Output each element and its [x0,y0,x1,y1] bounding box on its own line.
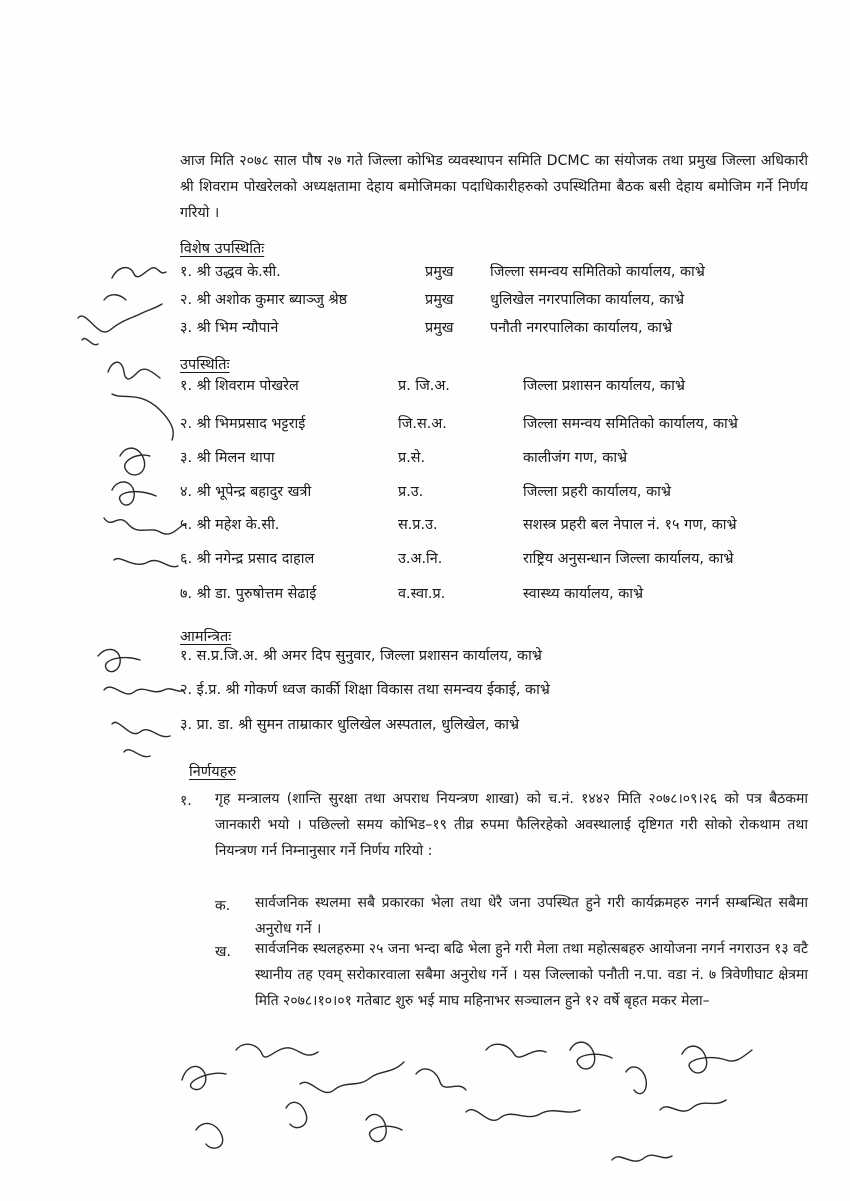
sub-decision-number: ख. [215,944,231,960]
attendance-row [180,414,810,436]
attendee-office: जिल्ला प्रहरी कार्यालय, काभ्रे [523,484,671,500]
attendee-role: प्र. जि.अ. [398,378,450,394]
attendee-name: २. श्री भिमप्रसाद भट्टराई [180,416,306,432]
sub-decision-text: सार्वजनिक स्थलमा सबै प्रकारका भेला तथा धेरै जना उपस्थित हुने गरी कार्यक्रमहरु नगर्न सम्बन्धित सबैमा अनुरोध गर्ने । [255,895,808,937]
attendance-heading: उपस्थितिः [180,357,230,373]
attendee-office: सशस्त्र प्रहरी बल नेपाल नं. १५ गण, काभ्रे [523,517,737,533]
invited-row: ३. प्रा. डा. श्री सुमन ताम्राकार धुलिखेल अस्पताल, धुलिखेल, काभ्रे [180,717,520,733]
special-attendance-row [180,318,780,340]
attendee-name: १. श्री उद्धव के.सी. [180,264,281,280]
intro-paragraph: आज मिति २०७८ साल पौष २७ गते जिल्ला कोभिड व्यवस्थापन समिति DCMC का संयोजक तथा प्रमुख जिल्ला अधिकारी श्री शिवराम पोखरेलको अध्यक्षतामा देहाय बमोजिमका पदाधिकारीहरुको उपस्थितिमा बैठक बसी देहाय बमोजिम गर्ने निर्णय गरियो । [180,153,808,221]
attendee-name: ४. श्री भूपेन्द्र बहादुर खत्री [180,484,312,500]
attendee-name: ६. श्री नगेन्द्र प्रसाद दाहाल [180,551,315,567]
attendee-name: १. श्री शिवराम पोखरेल [180,378,299,394]
attendee-role: जि.स.अ. [398,416,447,432]
special-attendance-row [180,290,780,312]
attendee-office: स्वास्थ्य कार्यालय, काभ्रे [523,586,644,602]
invited-heading: आमन्त्रितः [180,629,232,645]
attendee-role: प्रमुख [425,292,454,308]
decision-text: गृह मन्त्रालय (शान्ति सुरक्षा तथा अपराध नियन्त्रण शाखा) को च.नं. १४४२ मिति २०७८।०९।२६ को पत्र बैठकमा जानकारी भयो । पछिल्लो समय कोभिड–१९ तीव्र रुपमा फैलिरहेको अवस्थालाई दृष्टिगत गरी सोको रोकथाम तथा नियन्त्रण गर्न निम्नानुसार गर्ने निर्णय गरियो : [215,791,808,859]
attendee-office: कालीजंग गण, काभ्रे [523,450,628,466]
invited-row: २. ई.प्र. श्री गोकर्ण ध्वज कार्की शिक्षा विकास तथा समन्वय ईकाई, काभ्रे [180,682,550,698]
bottom-signatures [182,1042,752,1161]
attendee-name: ५. श्री महेश के.सी. [180,517,280,533]
attendee-role: व.स्वा.प्र. [398,586,446,602]
attendee-role: प्र.उ. [398,484,424,500]
special-attendance-row [180,262,780,284]
attendee-role: प्रमुख [425,320,454,336]
attendee-name: ७. श्री डा. पुरुषोत्तम सेढाई [180,586,317,602]
attendance-row [180,515,810,537]
attendee-office: पनौती नगरपालिका कार्यालय, काभ्रे [490,320,673,336]
attendee-name: ३. श्री मिलन थापा [180,450,275,466]
attendee-office: राष्ट्रिय अनुसन्धान जिल्ला कार्यालय, काभ्रे [523,551,734,567]
margin-signatures [78,268,184,757]
attendee-role: स.प्र.उ. [398,517,438,533]
attendee-office: धुलिखेल नगरपालिका कार्यालय, काभ्रे [490,292,685,308]
special-attendance-heading: विशेष उपस्थितिः [180,241,265,257]
attendance-row [180,448,810,470]
decisions-heading: निर्णयहरु [189,764,237,780]
sub-decision-number: क. [215,898,231,914]
attendee-role: उ.अ.नि. [398,551,443,567]
attendee-name: २. श्री अशोक कुमार ब्याञ्जु श्रेष्ठ [180,292,348,308]
sub-decision-text: सार्वजनिक स्थलहरुमा २५ जना भन्दा बढि भेला हुने गरी मेला तथा महोत्सबहरु आयोजना नगर्न नगराउन १३ वटै स्थानीय तह एवम् सरोकारवाला सबैमा अनुरोध गर्ने । यस जिल्लाको पनौती न.पा. वडा नं. ७ त्रिवेणीघाट क्षेत्रमा मिति २०७८।१०।०१ गतेबाट शुरु भई माघ महिनाभर सञ्चालन हुने १२ वर्षे बृहत मकर मेला– [255,941,808,1009]
attendee-name: ३. श्री भिम न्यौपाने [180,320,279,336]
attendee-office: जिल्ला प्रशासन कार्यालय, काभ्रे [523,378,685,394]
attendee-office: जिल्ला समन्वय समितिको कार्यालय, काभ्रे [490,264,705,280]
attendance-row [180,482,810,504]
decision-number: १. [180,793,192,809]
attendee-role: प्र.से. [398,450,426,466]
attendance-row [180,549,810,571]
attendance-row [180,584,810,606]
attendee-role: प्रमुख [425,264,454,280]
invited-row: १. स.प्र.जि.अ. श्री अमर दिप सुनुवार, जिल्ला प्रशासन कार्यालय, काभ्रे [180,648,542,664]
attendee-office: जिल्ला समन्वय समितिको कार्यालय, काभ्रे [523,416,738,432]
attendance-row [180,376,810,398]
